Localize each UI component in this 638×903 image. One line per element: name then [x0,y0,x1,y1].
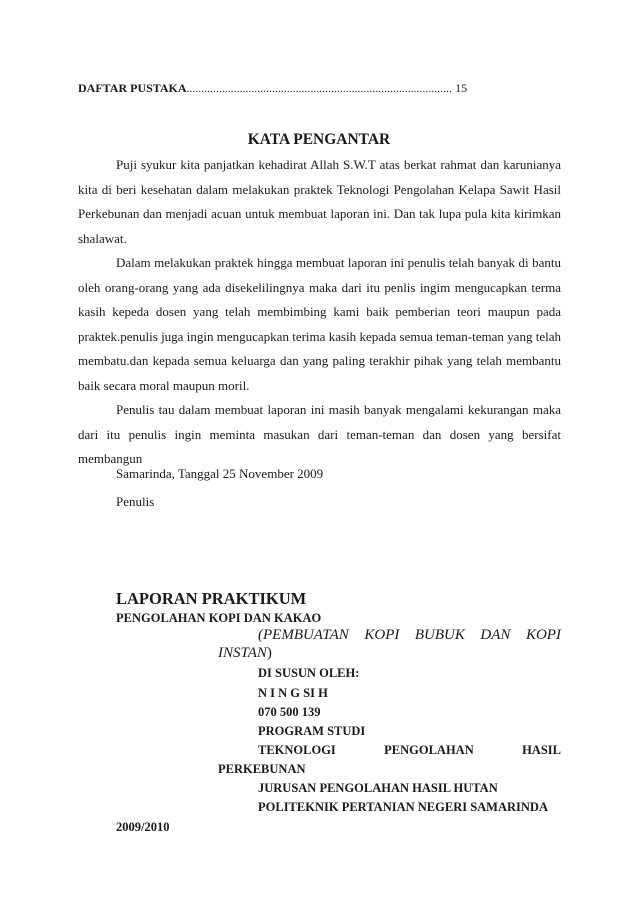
text-line: baik secara moral maupun moril. [78,377,250,393]
text-line: dari itu penulis ingin meminta masukan dari teman-teman dan dosen yang bersifat [78,426,561,442]
italic-word: KOPI [525,627,561,643]
place-date: Samarinda, Tanggal 25 November 2009 [116,466,324,481]
text-line: kasih kepeda dosen yang telah membimbing kami baik pemberian teori maupun pada [78,304,561,319]
student-id: 070 500 139 [258,705,321,719]
text-line: praktek.penulis juga ingin mengucapkan terima kasih kepada semua teman-teman yang telah [78,328,561,344]
text-line: Puji syukur kita panjatkan kehadirat Allah S.W.T atas berkat rahmat dan karunianya [116,157,561,172]
department: JURUSAN PENGOLAHAN HASIL HUTAN [258,781,498,795]
close-paren: ) [266,645,272,661]
compiled-by-label: DI SUSUN OLEH: [258,666,360,680]
study-program-line2: PERKEBUNAN [218,762,306,776]
paragraph-3 [78,398,561,472]
section-heading: KATA PENGANTAR [247,131,391,148]
text-line: Penulis tau dalam membuat laporan ini masih banyak mengalami kekurangan maka [116,402,561,417]
prodi-word: TEKNOLOGI [258,743,336,757]
text-line: kita di beri kesehatan dalam melakukan praktek Teknologi Pengolahan Kelapa Sawit Hasil [78,181,561,197]
academic-year: 2009/2010 [116,820,170,834]
paragraph-2 [78,251,561,398]
institution: POLITEKNIK PERTANIAN NEGERI SAMARINDA [258,800,548,814]
italic-instan: INSTAN [218,645,267,661]
text-line: Perkebunan dan menjadi acuan untuk membuat laporan ini. Dan tak lupa pula kita kirimkan [78,206,561,221]
cover-subtitle: PENGOLAHAN KOPI DAN KAKAO [116,611,322,625]
cover-italic-line1 [258,627,561,644]
text-line: membatu.dan kepada semua keluarga dan yang paling terakhir pihak yang telah membantu [78,353,561,368]
text-line: oleh orang-orang yang ada disekelilingnya maka dari itu penlis ingim mengucapkan terma [78,279,561,295]
italic-word: BUBUK [414,627,465,643]
cover-title: LAPORAN PRAKTIKUM [116,589,307,608]
foreword-body [78,153,561,472]
toc-label: DAFTAR PUSTAKA [78,81,187,95]
paragraph-1 [78,153,561,251]
prodi-word: HASIL [522,743,561,757]
text-line: shalawat. [78,230,127,246]
toc-leader-dots: .......................................................................................... [186,83,453,95]
italic-word: DAN [480,627,511,643]
toc-page-number: 15 [455,81,468,95]
toc-entry [78,81,467,96]
cover-italic-line2 [218,645,272,662]
italic-word: KOPI [364,627,400,643]
text-line: membangun [78,451,143,466]
program-label: PROGRAM STUDI [258,724,366,738]
text-line: Dalam melakukan praktek hingga membuat laporan ini penulis telah banyak di bantu [116,255,561,270]
signer: Penulis [116,494,155,509]
study-program-line1 [258,743,561,758]
prodi-word: PENGOLAHAN [384,743,474,757]
italic-word: (PEMBUATAN [258,627,349,643]
author-name: N I N G SI H [258,686,328,700]
